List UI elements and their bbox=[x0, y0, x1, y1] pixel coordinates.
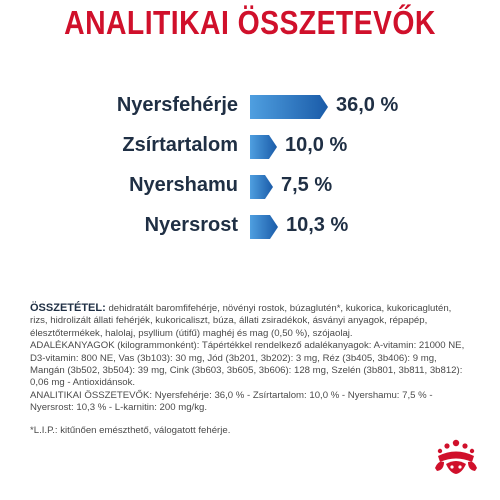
page-title: ANALITIKAI ÖSSZETEVŐK bbox=[64, 4, 436, 41]
nutrient-bar-shape bbox=[250, 175, 273, 199]
nutrient-label: Nyersfehérje bbox=[116, 94, 238, 116]
additives-text: ADALÉKANYAGOK (kilogrammonként): Tápértékkel rendelkező adalékanyagok: A-vitamin: 21000 NE, D3-vitamin: 800 NE, Vas (3b103): 30 mg, Jód (3b201, 3b202): 3 mg, Réz (3b405, 3b406): 9 mg, Mangán (3b502, 3b504): 39 mg, Cink (3b603, 3b605, 3b606): 128 mg, Szelén (3b801, 3b811, 3b812): 0,06 mg - Antioxidánsok. bbox=[30, 340, 465, 389]
analytic-text: ANALITIKAI ÖSSZETEVŐK: Nyersfehérje: 36,0 % - Zsírtartalom: 10,0 % - Nyershamu: 7,5 % - Nyersrost: 10,3 % - L-karnitin: 200 mg/kg. bbox=[30, 389, 433, 414]
nutrient-row bbox=[0, 130, 500, 164]
nutrient-bar bbox=[250, 215, 278, 239]
nutrient-bar-shape bbox=[250, 95, 328, 119]
nutrient-label: Nyersrost bbox=[144, 214, 238, 236]
nutrient-label: Nyershamu bbox=[129, 174, 238, 196]
nutrient-value: 36,0 % bbox=[336, 94, 399, 116]
footnote-text: *L.I.P.: kitűnően emészthető, válogatott fehérje. bbox=[30, 424, 231, 436]
nutrient-bar-mark bbox=[250, 135, 277, 159]
nutrient-value: 10,0 % bbox=[285, 134, 348, 156]
composition-block bbox=[30, 302, 470, 437]
nutrient-chart bbox=[0, 90, 500, 250]
nutrient-value: 7,5 % bbox=[281, 174, 333, 196]
composition-text: dehidratált baromfifehérje, növényi rostok, búzaglutén*, kukorica, kukoricaglutén, rizs, hidrolizált állati fehérjék, kukoricaliszt, búza, állati zsiradékok, ásványi anyagok, répapép, élesztőtermékek, halolaj, psyllium (útifű) maghéj és mag (0,50 %), szójaolaj. bbox=[30, 303, 452, 339]
nutrient-bar-mark bbox=[250, 95, 328, 119]
royal-canin-crown-logo-icon bbox=[432, 438, 480, 476]
nutrient-bar-mark bbox=[250, 175, 273, 199]
nutrient-row bbox=[0, 170, 500, 204]
nutrient-bar-shape bbox=[250, 215, 278, 239]
nutrient-value: 10,3 % bbox=[286, 214, 349, 236]
nutrient-bar bbox=[250, 95, 328, 119]
nutrient-bar-shape bbox=[250, 135, 277, 159]
nutrient-bar bbox=[250, 175, 273, 199]
nutrient-label: Zsírtartalom bbox=[122, 134, 238, 156]
nutrient-bar-mark bbox=[250, 215, 278, 239]
composition-heading: ÖSSZETÉTEL: bbox=[30, 302, 106, 314]
nutrient-bar bbox=[250, 135, 277, 159]
nutrient-row bbox=[0, 90, 500, 124]
composition-paragraph bbox=[30, 302, 470, 340]
nutrient-row bbox=[0, 210, 500, 244]
